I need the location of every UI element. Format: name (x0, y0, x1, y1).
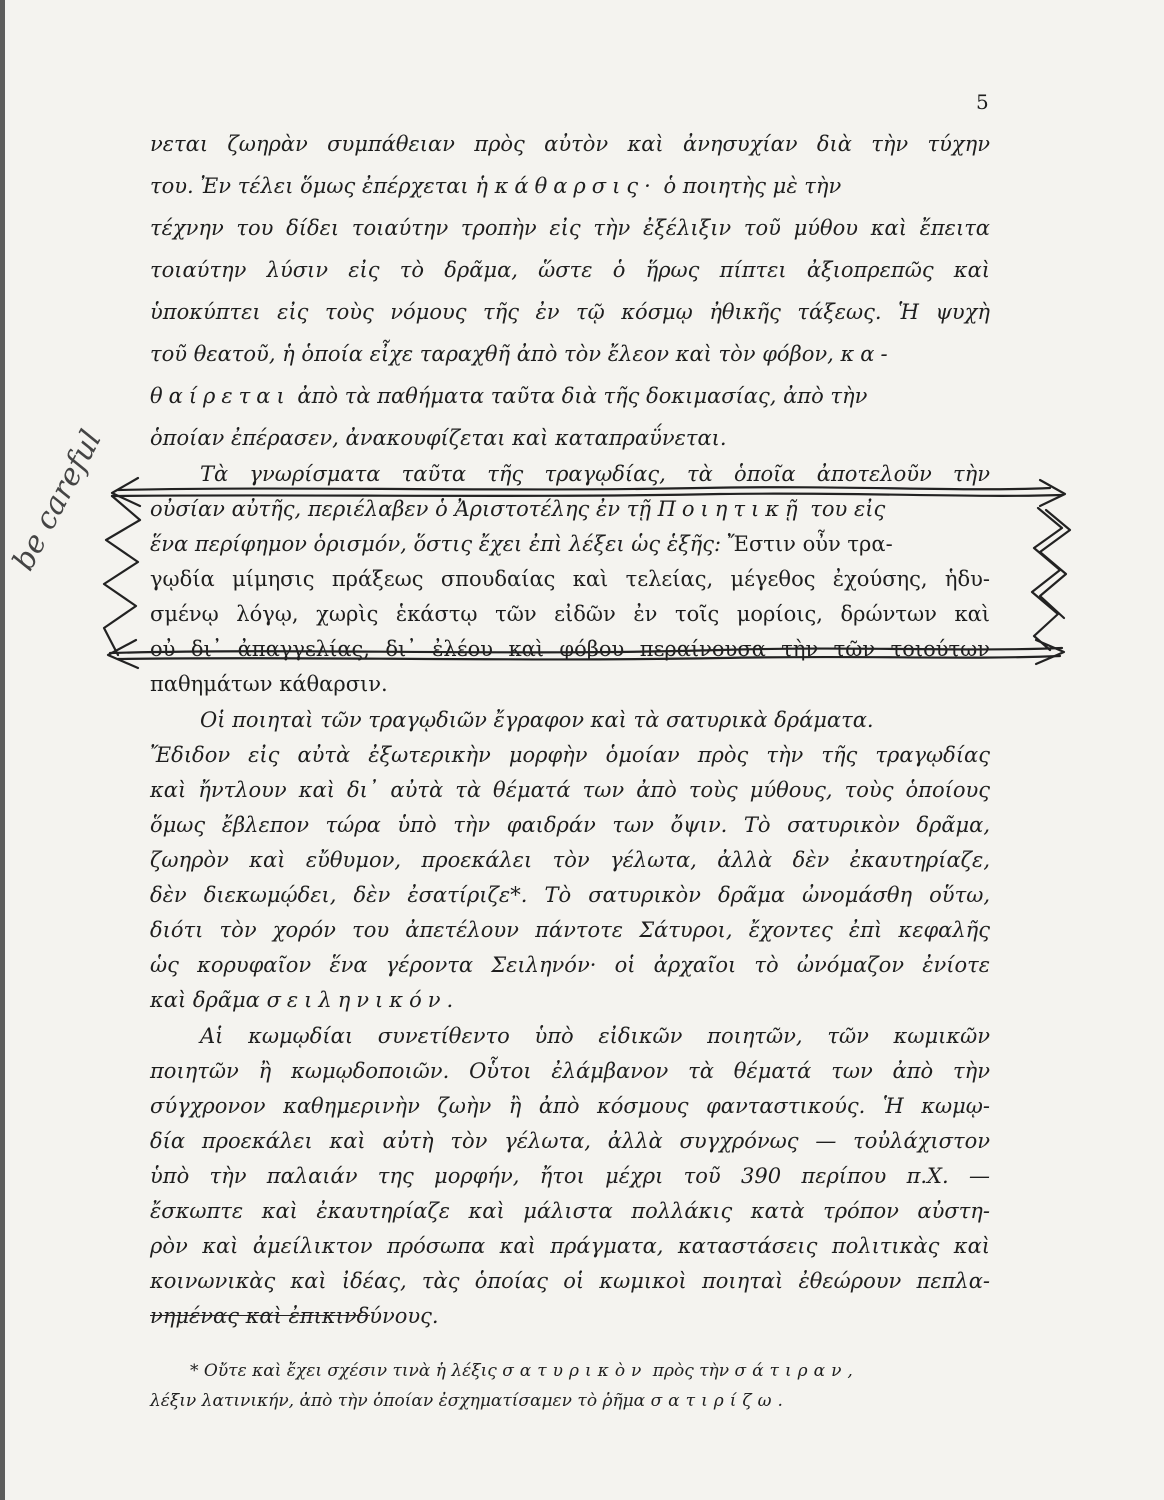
text-line: Οἱ ποιηταὶ τῶν τραγῳδιῶν ἔγραφον καὶ τὰ σατυρικὰ δράματα. (200, 708, 874, 732)
text-fragment: τοῦ θεατοῦ, ἡ ὁποία εἶχε ταραχθῆ ἀπὸ τὸν ἔλεον καὶ τὸν φόβον, (150, 342, 834, 366)
footnote-fragment: * Οὔτε καὶ ἔχει σχέσιν τινὰ ἡ λέξις (190, 1361, 497, 1381)
text-line: δὲν διεκωμῴδει, δὲν ἐσατίριζε*. Τὸ σατυρικὸν δρᾶμα ὠνομάσθη οὕτω, (150, 883, 990, 907)
right-bracket (1032, 508, 1062, 650)
arrow-left-top (112, 478, 140, 506)
text-fragment: ὁ ποιητὴς μὲ τὴν (663, 174, 842, 198)
left-bracket (104, 496, 140, 655)
text-line: ὅμως ἔβλεπον τώρα ὑπὸ τὴν φαιδράν των ὄψιν. Τὸ σατυρικὸν δρᾶμα, (150, 813, 990, 837)
text-line: ὁποίαν ἐπέρασεν, ἀνακουφίζεται καὶ καταπραΰνεται. (150, 426, 727, 450)
text-line: Ἔδιδον εἰς αὐτὰ ἐξωτερικὴν μορφὴν ὁμοίαν πρὸς τὴν τῆς τραγῳδίας (150, 743, 990, 767)
text-fragment: ἕνα περίφημον ὁρισμόν, ὅστις ἔχει ἐπὶ λέξει ὡς ἑξῆς: (150, 532, 722, 556)
handwritten-margin-note: be careful (6, 424, 109, 577)
text-line (150, 530, 990, 558)
text-line: νημένας καὶ ἐπικινδύνους. (150, 1304, 439, 1328)
text-line: τοιαύτην λύσιν εἰς τὸ δρᾶμα, ὥστε ὁ ἥρως πίπτει ἀξιοπρεπῶς καὶ (150, 258, 990, 282)
text-line: σύγχρονον καθημερινὴν ζωὴν ἢ ἀπὸ κόσμους φανταστικούς. Ἡ κωμῳ- (150, 1094, 990, 1118)
quote-line: παθημάτων κάθαρσιν. (150, 672, 388, 696)
page-number: 5 (976, 90, 989, 114)
arrow-left-bottom (108, 640, 138, 668)
spaced-term: κα- (840, 342, 894, 366)
text-line (150, 382, 990, 410)
quote-start: Ἔστιν οὖν τρα- (727, 532, 893, 556)
text-line: ὡς κορυφαῖον ἕνα γέροντα Σειληνόν· οἱ ἀρχαῖοι τὸ ὠνόμαζον ἐνίοτε (150, 953, 990, 977)
spaced-term: κάθαρσις· (494, 174, 657, 198)
text-fragment: του εἰς (810, 497, 886, 521)
text-fragment: καὶ δρᾶμα (150, 988, 260, 1012)
text-line (150, 986, 990, 1014)
text-line: Τὰ γνωρίσματα ταῦτα τῆς τραγῳδίας, τὰ ὁποῖα ἀποτελοῦν τὴν (200, 462, 990, 486)
arrow-right-bottom (1036, 640, 1064, 664)
scan-edge (0, 0, 5, 1500)
spaced-term: σειληνικόν. (266, 988, 460, 1012)
footnote-line (150, 1390, 789, 1412)
footnote-fragment: πρὸς τὴν (652, 1361, 730, 1381)
text-fragment: οὐσίαν αὐτῆς, περιέλαβεν ὁ Ἀριστοτέλης ἐν τῇ (150, 497, 651, 521)
text-fragment: ἀπὸ τὰ παθήματα ταῦτα διὰ τῆς δοκιμασίας, ἀπὸ τὴν (297, 384, 868, 408)
text-line: κοινωνικὰς καὶ ἰδέας, τὰς ὁποίας οἱ κωμικοὶ ποιηταὶ ἐθεώρουν πεπλα- (150, 1269, 990, 1293)
spaced-term: Ποιητικῇ (657, 497, 804, 521)
spaced-term: σατιρίζω. (650, 1391, 789, 1411)
text-line: ρὸν καὶ ἀμείλικτον πρόσωπα καὶ πράγματα, καταστάσεις πολιτικὰς καὶ (150, 1234, 990, 1258)
text-line: τέχνην του δίδει τοιαύτην τροπὴν εἰς τὴν ἐξέλιξιν τοῦ μύθου καὶ ἔπειτα (150, 216, 990, 240)
text-line: δία προεκάλει καὶ αὐτὴ τὸν γέλωτα, ἀλλὰ συγχρόνως — τοὐλάχιστον (150, 1129, 990, 1153)
text-line (150, 172, 990, 200)
quote-line: οὐ δι᾿ ἀπαγγελίας, δι᾿ ἐλέου καὶ φόβου περαίνουσα τὴν τῶν τοιούτων (150, 637, 990, 661)
text-line: ζωηρὸν καὶ εὔθυμον, προεκάλει τὸν γέλωτα, ἀλλὰ δὲν ἐκαυτηρίαζε, (150, 848, 990, 872)
text-line: διότι τὸν χορόν του ἀπετέλουν πάντοτε Σάτυροι, ἔχοντες ἐπὶ κεφαλῆς (150, 918, 990, 942)
spaced-term: σάτιραν, (734, 1361, 859, 1381)
text-line: νεται ζωηρὰν συμπάθειαν πρὸς αὐτὸν καὶ ἀνησυχίαν διὰ τὴν τύχην (150, 132, 990, 156)
footnote-rule (150, 1315, 370, 1316)
spaced-term: σατυρικὸν (502, 1361, 648, 1381)
text-line: ὑπὸ τὴν παλαιάν της μορφήν, ἤτοι μέχρι τοῦ 390 περίπου π.Χ. — (150, 1164, 990, 1188)
text-line: Αἱ κωμῳδίαι συνετίθεντο ὑπὸ εἰδικῶν ποιητῶν, τῶν κωμικῶν (200, 1024, 990, 1048)
quote-line: γῳδία μίμησις πράξεως σπουδαίας καὶ τελείας, μέγεθος ἐχούσης, ἡδυ- (150, 567, 990, 591)
arrow-right-top (1040, 480, 1065, 506)
text-line: ποιητῶν ἢ κωμῳδοποιῶν. Οὗτοι ἐλάμβανον τὰ θέματά των ἀπὸ τὴν (150, 1059, 990, 1083)
text-line: καὶ ἤντλουν καὶ δι᾿ αὐτὰ τὰ θέματά των ἀπὸ τοὺς μύθους, τοὺς ὁποίους (150, 778, 990, 802)
spaced-term: θαίρεται (150, 384, 291, 408)
text-line (150, 340, 990, 368)
text-line (150, 495, 990, 523)
quote-line: σμένῳ λόγῳ, χωρὶς ἑκάστῳ τῶν εἰδῶν ἐν τοῖς μορίοις, δρώντων καὶ (150, 602, 990, 626)
text-fragment: του. Ἐν τέλει ὅμως ἐπέρχεται ἡ (150, 174, 488, 198)
text-line: ὑποκύπτει εἰς τοὺς νόμους τῆς ἐν τῷ κόσμῳ ἠθικῆς τάξεως. Ἡ ψυχὴ (150, 300, 990, 324)
footnote-fragment: λέξιν λατινικήν, ἀπὸ τὴν ὁποίαν ἐσχηματίσαμεν τὸ ῥῆμα (150, 1391, 646, 1411)
footnote-line (190, 1360, 859, 1382)
text-line: ἔσκωπτε καὶ ἐκαυτηρίαζε καὶ μάλιστα πολλάκις κατὰ τρόπον αὐστη- (150, 1199, 990, 1223)
